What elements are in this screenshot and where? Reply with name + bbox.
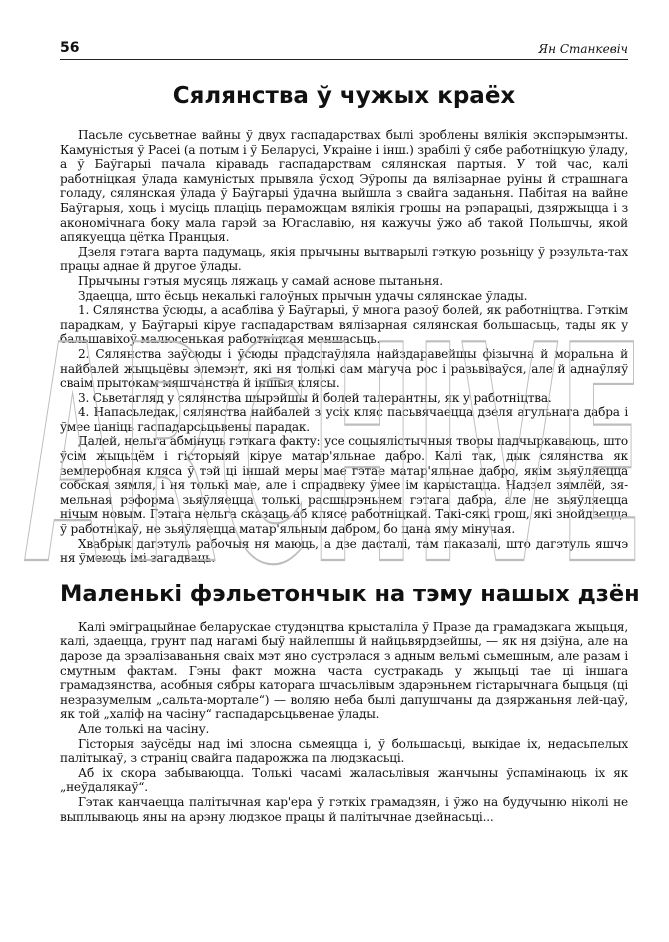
article-title-1: Сялянства ў чужых краёх (172, 83, 516, 109)
article-title-2: Маленькі фэльетончык на тэму нашых дзён (60, 580, 640, 607)
paragraph: Але толькі на часіну. (78, 721, 210, 736)
paragraph: Гэтак канчаецца палітычная кар'ера ў гэткіх грамадзян, і ўжо на будучыню ніколі не выплываюць яны на арэну людзкое працы й палітычнае дзейнасьці... (60, 794, 628, 824)
paragraph: Дзеля гэтага варта падумаць, якія прычыны вытварылі гэткую розьніцу ў рэзульта-тах працы аднае й другое ўлады. (60, 244, 628, 274)
paragraph: Здаецца, што ёсьць некалькі галоўных прычын удачы сялянскае ўлады. (78, 288, 528, 303)
page (60, 38, 640, 824)
article-body-2 (60, 620, 628, 824)
paragraph: 2. Сялянства заўсюды і ўсюды прадстаўляла найздаравейшы фізычна й моральна й найбалей жыцьцёвы элемэнт, які ня толькі сам магуча рос і разьвіваўся, але й аднаўляў сваім прытокам мяшчанства й іншыя клясы. (60, 346, 628, 391)
paragraph: Пасьле сусьветнае вайны ў двух гаспадарствах былі зроблены вялікія экспэрымэнты. Камуністыя ў Расеі (а потым і ў Беларусі, Украіне і інш.) зрабілі ў сябе работніцкую ўладу, а ў Баўгарыі пачала кіравадь гаспадарствам сялянская партыя. У той час, калі работніцкая ўлада камуністых прывяла ўсход Эўропы да вялізарнае руіны й страшнага голаду, сялянская ўлада ў Баўгарыі ўдачна выйшла з свайга заданьня. Пабітая на вайне Баўгарыя, хоць і мусіць плаціць пераможцам вялікія грошы на рэпарацыі, дзяржыцца і з акономічнага боку мала гарэй за Югаславію, ня кажучы ўжо аб такой Польшчы, якой апякуецца цётка Пранцыя. (60, 128, 628, 245)
paragraph: Гісторыя заўсёды над імі злосна сьмеяцца і, ў большасьці, выкідае іх, недасьпелых палітыкаў, з страніц свайга падарожжа па людзкасьці. (60, 736, 628, 766)
paragraph: 4. Напасьледак, сялянства найбалей з усіх кляс пасьвячаецца дзеля агульнага дабра і ўмее цаніць гаспадарсьцьвены парадак. (60, 405, 628, 434)
paragraph: 3. Сьветагляд у сялянства шырэйшы й болей талерантны, як у работніцтва. (78, 390, 552, 405)
paragraph: 1. Сялянства ўсюды, а асабліва ў Баўгарыі, ў многа разоў болей, як работніцтва. Гэткім парадкам, у Баўгарыі кіруе гаспадарствам вялізарная сялянская большасьць, тады як у бальшавіхоў малюсенькая работніцкая меншасьць. (60, 303, 628, 347)
paragraph: Хвабрык дагэтуль рабочыя ня маюць, а дзе дасталі, там паказалі, што дагэтуль яшчэ ня ўмеюць імі загадваць. (60, 536, 628, 566)
paragraph: Прычыны гэтыя мусяць ляжаць у самай аснове пытаньня. (78, 273, 443, 288)
page-number: 56 (60, 40, 80, 56)
paragraph: Калі эміграцыйнае беларускае студэнцтва крысталіла ў Празе да грамадзкага жыцьця, калі, здаецца, грунт пад нагамі быў найлепшы й найцьвярдзейшы, — як ня дзіўна, але на дарозе да зрэалізаваньня сваіх мэт яно сустрэлася з адным вельмі сьмешным, але разам і смутным фактам. Гэны факт можна часта сустракадь у жыцьці тае ці іншага грамадзянства, асобныя сябры каторага шчасьлівым здарэньнем гістарычнага быцьця (ці незразумелым „сальта-мортале“) — воляю неба былі дапушчаны да дзяржаньня лей-цаў, як той „халіф на часіну“ гаспадарсьцьвенае ўлады. (60, 619, 628, 722)
running-title: Ян Станкевіч (538, 42, 628, 56)
article-body-1 (60, 128, 628, 566)
paragraph: Далей, нельга абмінуць гэткага факту: усе соцыялістычныя творы падчыркаваюць, што ўсім жыцьцём і гісторыяй кіруе матар'яльнае дабро. Калі так, дык сялянства як землеробная кляса ў тэй ці іншай меры мае гэтае матар'яльнае дабро, якім зьяўляецца собская зямля, і ня толькі мае, але і спрадвеку ўмее ім карыстацца. Надзел зямлёй, зя-мельная рэформа зьяўляецца толькі расшырэньнем гэтага дабра, але не зьяўляецца нічым новым. Гэтага нельга сказаць аб клясе работніцкай. Такі-сякі грош, які знойдзецца ў работнікаў, не зьяўляецца матар'яльным дабром, бо цана яму мінучая. (60, 434, 628, 537)
paragraph: Аб іх скора забываюцца. Толькі часамі жаласьлівыя жанчыны ўспамінаюць іх як „неўдалякаў“. (60, 765, 628, 795)
page-header (60, 38, 628, 60)
watermark-text: ARCHIVE (24, 282, 644, 631)
